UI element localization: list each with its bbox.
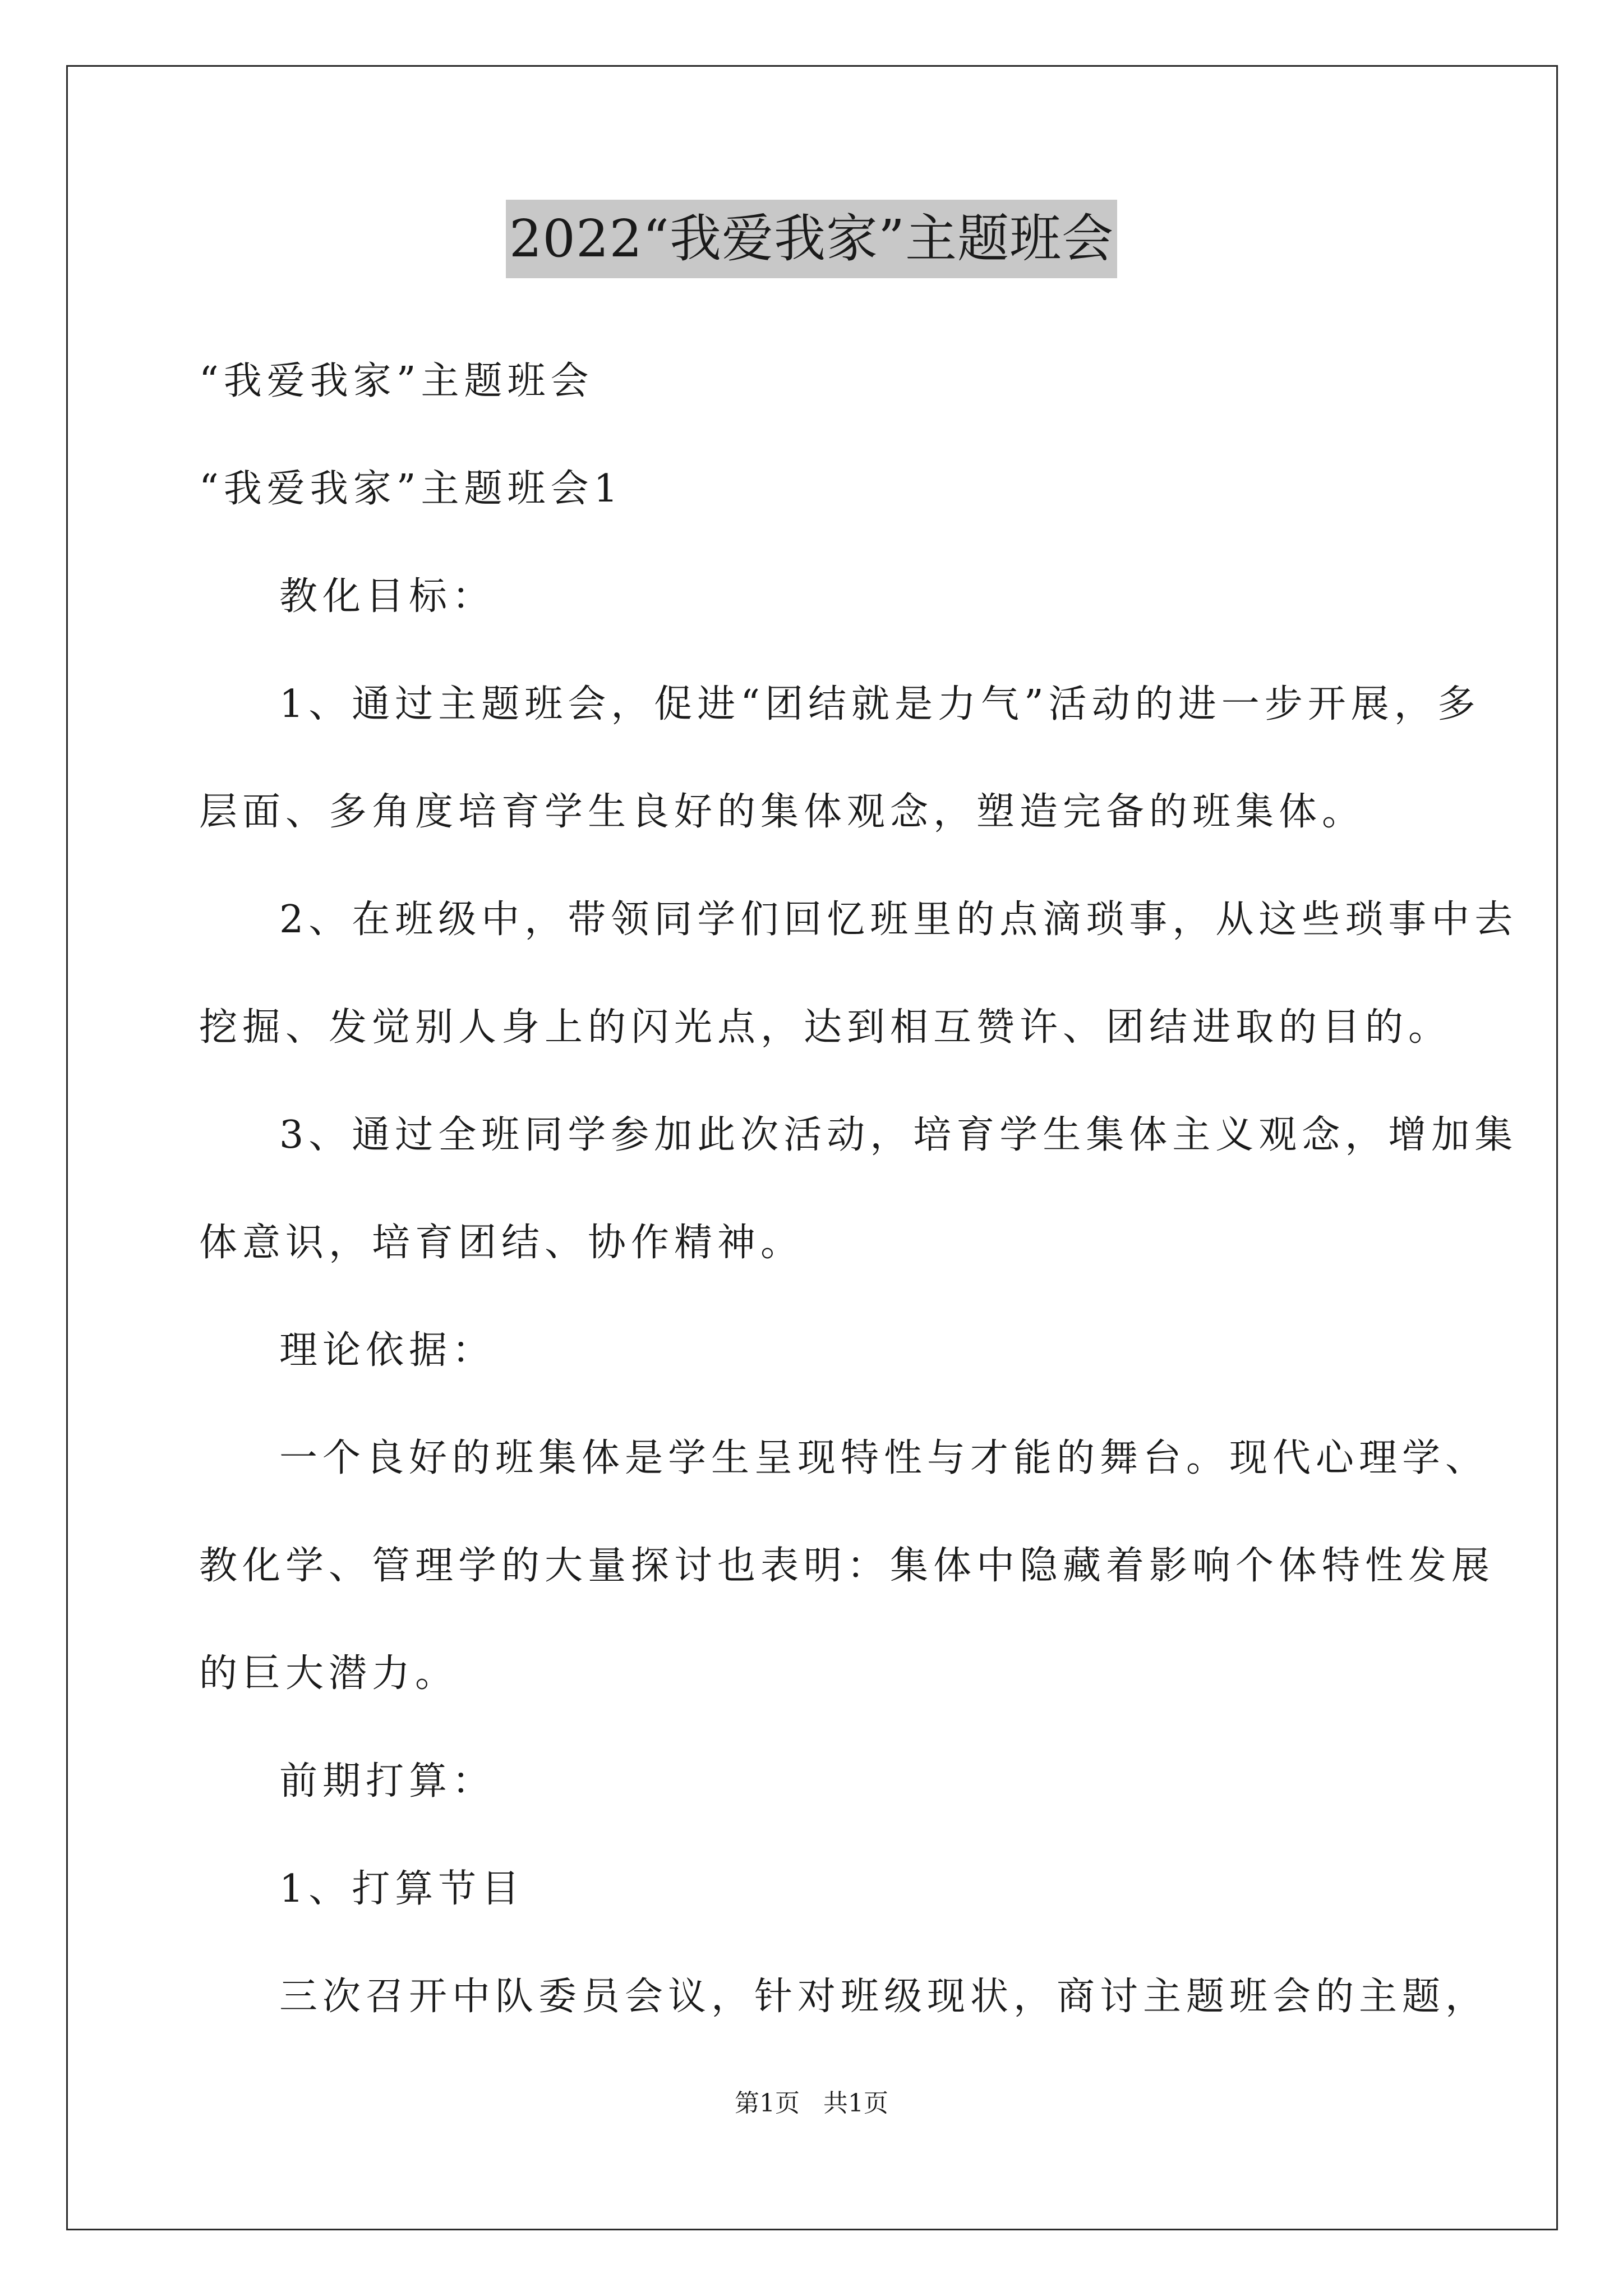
paragraph-line: 3、通过全班同学参加此次活动，培育学生集体主义观念，增加集: [279, 1113, 1518, 1157]
paragraph-line: 1、通过主题班会，促进“团结就是力气”活动的进一步开展，多: [279, 682, 1481, 726]
title-container: [0, 200, 1623, 278]
section-heading: “我爱我家”主题班会1: [199, 467, 623, 511]
paragraph-line: 体意识，培育团结、协作精神。: [199, 1221, 804, 1265]
document-title: 2022“我爱我家”主题班会: [506, 200, 1117, 278]
paragraph-line: 前期打算：: [279, 1759, 496, 1803]
page-footer: [0, 2087, 1623, 2120]
paragraph-line: 的巨大潜力。: [199, 1651, 459, 1696]
paragraph-line: 1、打算节目: [279, 1867, 525, 1911]
paragraph-line: 挖掘、发觉别人身上的闪光点，达到相互赞许、团结进取的目的。: [199, 1005, 1452, 1050]
paragraph-line: 教化目标：: [279, 574, 496, 619]
paragraph-line: 一个良好的班集体是学生呈现特性与才能的舞台。现代心理学、: [279, 1436, 1489, 1480]
page-number: 第1页: [735, 2089, 800, 2118]
paragraph-line: 理论依据：: [279, 1328, 496, 1373]
paragraph-line: 三次召开中队委员会议，针对班级现状，商讨主题班会的主题，: [279, 1975, 1489, 2019]
paragraph-line: 教化学、管理学的大量探讨也表明：集体中隐藏着影响个体特性发展: [199, 1544, 1495, 1588]
paragraph-line: 层面、多角度培育学生良好的集体观念，塑造完备的班集体。: [199, 790, 1366, 834]
subtitle-line: “我爱我家”主题班会: [199, 359, 594, 403]
paragraph-line: 2、在班级中，带领同学们回忆班里的点滴琐事，从这些琐事中去: [279, 898, 1518, 942]
page-total: 共1页: [823, 2089, 888, 2118]
